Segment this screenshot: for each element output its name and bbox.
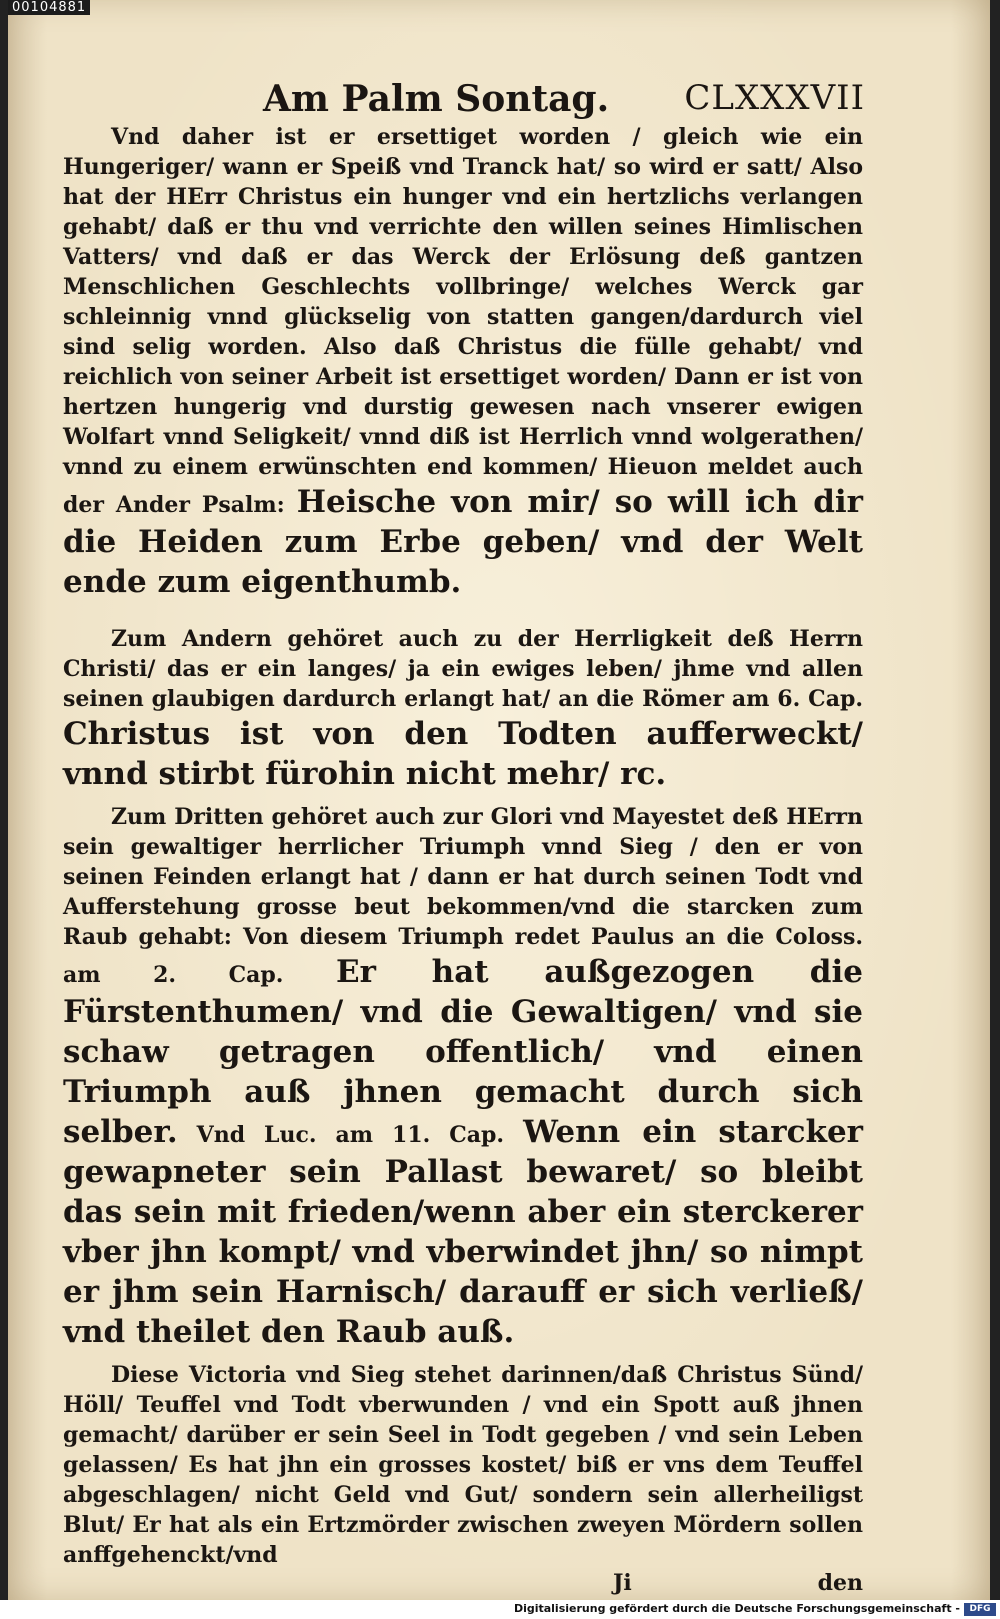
digitization-footer: [0, 1600, 1000, 1619]
paragraph-1-quote: Heische von mir/ so will ich dir die Heiden zum Erbe geben/ vnd der Welt ende zum eigenthumb.: [63, 484, 863, 600]
paragraph-3: [63, 802, 863, 1352]
book-page: [8, 0, 990, 1600]
page-id-label: 00104881: [8, 0, 90, 15]
paragraph-4-text: Diese Victoria vnd Sieg stehet darinnen/daß Christus Sünd/ Höll/ Teuffel vnd Todt vberwunden / vnd ein Spott auß jhnen gemacht/ darüber er sein Seel in Todt gegeben / vnd sein Leben gelassen/ Es hat jhn ein grosses kostet/ biß er vns dem Teuffel abgeschlagen/ nicht Geld vnd Gut/ sondern sein allerheiligst Blut/ Er hat als ein Ertzmörder zwischen zweyen Mördern sollen anffgehenckt/vnd: [63, 1362, 863, 1568]
funding-credit: Digitalisierung gefördert durch die Deutsche Forschungsgemeinschaft -: [513, 1602, 960, 1615]
paragraph-3-quote: Er hat außgezogen die Fürstenthumen/ vnd die Gewaltigen/ vnd sie schaw getragen offentlich/ vnd einen Triumph auß jhnen gemacht durch sich selber.: [63, 954, 863, 1150]
paragraph-2-text: Zum Andern gehöret auch zu der Herrligkeit deß Herrn Christi/ das er ein langes/ ja ein ewiges leben/ jhme vnd allen seinen glaubigen dardurch erlangt hat/ an die Römer am 6. Cap.: [63, 626, 863, 712]
catchword: den: [817, 1570, 863, 1596]
paragraph-2: [63, 624, 863, 794]
folio-number: CLXXXVII: [684, 78, 865, 118]
paragraph-4: [63, 1360, 863, 1570]
paragraph-3-quote-2: Wenn ein starcker gewapneter sein Pallast bewaret/ so bleibt das sein mit frieden/wenn aber ein sterckerer vber jhn kompt/ vnd vberwindet jhn/ so nimpt er jhm sein Harnisch/ darauff er sich verließ/ vnd theilet den Raub auß.: [63, 1114, 864, 1350]
paragraph-1: [63, 122, 863, 602]
page-footer-marks: [63, 1570, 863, 1600]
paragraph-2-quote: Christus ist von den Todten aufferweckt/ vnnd stirbt fürohin nicht mehr/ rc.: [63, 716, 863, 792]
paragraph-3-text: Zum Dritten gehöret auch zur Glori vnd Mayestet deß HErrn sein gewaltiger herrlicher Triumph vnnd Sieg / den er von seinen Feinden erlangt hat / dann er hat durch seinen Todt vnd Aufferstehung grosse beut bekommen/vnd die starcken zum Raub gehabt: Von diesem Triumph redet Paulus an die Coloss. am 2. Cap.: [63, 804, 863, 988]
signature-mark: Ji: [613, 1570, 632, 1596]
dfg-logo: DFG: [964, 1603, 996, 1616]
page-text-block: [63, 78, 863, 1600]
page-header: [63, 78, 863, 122]
paragraph-1-text: Vnd daher ist er ersettiget worden / gleich wie ein Hungeriger/ wann er Speiß vnd Tranck hat/ so wird er satt/ Also hat der HErr Christus ein hunger vnd ein hertzlichs verlangen gehabt/ daß er thu vnd verrichte den willen seines Himlischen Vatters/ vnd daß er das Werck der Erlösung deß gantzen Menschlichen Geschlechts vollbringe/ welches Werck gar schleinnig vnnd glückselig von statten gangen/dardurch viel sind selig worden. Also daß Christus die fülle gehabt/ vnd reichlich von seiner Arbeit ist ersettiget worden/ Dann er ist von hertzen hungerig vnd durstig gewesen nach vnserer ewigen Wolfart vnnd Seligkeit/ vnnd diß ist Herrlich vnnd wolgerathen/ vnnd zu einem erwünschten end kommen/ Hieuon meldet auch der Ander Psalm:: [63, 124, 863, 518]
paragraph-3-text-2: Vnd Luc. am 11. Cap.: [196, 1122, 505, 1148]
running-title: Am Palm Sontag.: [263, 78, 610, 120]
